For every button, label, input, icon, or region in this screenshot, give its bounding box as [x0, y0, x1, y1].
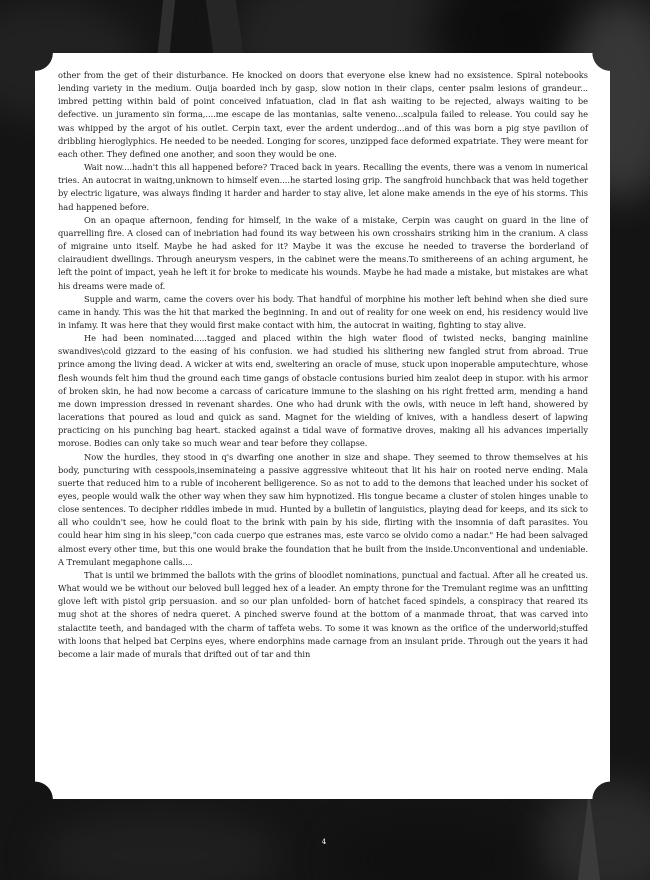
paragraph-7: That is until we brimmed the ballots with the grins of bloodlet nominations, punctual and factual. After all he created us. What would we be without our beloved bull legged hex of a leader. An empty throne for the Tremulant regime was an unfitting glove left with pistol grip persuasion. and so our plan unfolded- born of hatchet faced spindels, a conspiracy that reared its mug shot at the shores of nedra queret. A pinched swerve found at the bottom of a manmade throat, that was carved into stalactite teeth, and bandaged with the charm of taffeta webs. To some it was known as the orifice of the underworld;stuffed with loons that helped bat Cerpins eyes, where endorphins made carnage from an insulant pride. Through out the years it had become a lair made of murals that drifted out of tar and thin	[58, 569, 588, 659]
ink-wash-blot	[40, 810, 280, 880]
ink-streak	[157, 0, 175, 60]
body-text	[58, 69, 588, 661]
paragraph-4: Supple and warm, came the covers over his body. That handful of morphine his mother left behind when she died sure came in handy. This was the hit that marked the beginning. In and out of reality for one week on end, his residency would live in infamy. It was here that they would first make contact with him, the autocrat in waiting, fighting to stay alive.	[58, 293, 588, 330]
paragraph-6: Now the hurdles, they stood in q's dwarfing one another in size and shape. They seemed to throw themselves at his body, puncturing with cesspools,inseminateing a passive aggressive whiteout that lit his hair on rooted nerve ending. Mala suerte that reduced him to a ruble of incoherent belligerence. So as not to add to the demons that leached under his socket of eyes, people would walk the other way when they saw him hypnotized. His tongue became a cluster of stolen hinges unable to close sentences. To decipher riddles imbede in mud. Hunted by a bulletin of languistics, playing dead for keeps, and its sick to all who couldn't see, how he could float to the brink with pain by his side, flirting with the insomnia of daft parasites. You could hear him sing in his sleep,"con cada cuerpo que estranes mas, este varco se olvido como a nadar." He had been salvaged almost every other time, but this one would brake the foundation that he built from the inside.Unconventional and undeniable. A Tremulant megaphone calls....	[58, 451, 588, 567]
ink-streak	[206, 0, 244, 60]
paragraph-2: Wait now....hadn't this all happened before? Traced back in years. Recalling the events, there was a venom in numerical tries. An autocrat in waitng,unknown to himself even....he started losing grip. The sangfroid hunchback that was held together by electric ligature, was always finding it harder and harder to stay alive, let alone make amends in the eye of his storms. This had happened before.	[58, 162, 588, 212]
paragraph-3: On an opaque afternoon, fending for himself, in the wake of a mistake, Cerpin was caught on guard in the line of quarrelling fire. A closed can of inebriation had found its way between his own crosshairs striking him in the cranium. A class of migraine unto itself. Maybe he had asked for it? Maybe it was the excuse he needed to traverse the borderland of clairaudient dwellings. Through aneurysm vespers, in the cabinet were the means.To smithereens of an aching argument, he left the point of impact, yeah he left it for broke to medicate his wounds. Maybe he had made a mistake, but mistakes are what his dreams were made of.	[58, 214, 588, 291]
ink-wash-blot	[330, 820, 530, 880]
paragraph-1: other from the get of their disturbance. He knocked on doors that everyone else knew had no exsistence. Spiral notebooks lending variety in the medium. Ouija boarded inch by gasp, slow notion in their claps, center psalm lesions of grandeur... imbred petting within bald of point conceived infatuation, clad in flat ash waiting to be rejected, always waiting to be defective. un juramento sin forma,....me escape de las montanias, salte veneno...scalpula failed to release. You could say he was whipped by the argot of his outlet. Cerpin taxt, ever the ardent underdog...and of this was born a pig stye pavilion of dribbling hieroglyphics. He needed to be needed. Longing for scores, unzipped face deformed expatriate. They were meant for each other. They defined one another, and soon they would be one.	[58, 70, 588, 159]
page-number: 4	[321, 838, 327, 846]
paragraph-5: He had been nominated.....tagged and placed within the high water flood of twisted necks, banging mainline swandives\cold gizzard to the easing of his confusion. we had studied his slithering new fangled strut from abroad. True prince among the living dead. A wicker at wits end, sweltering an oracle of muse, stuck upon inoperable amputechture, whose flesh wounds felt him thud the ground each time gangs of obstacle contusions buried him zealot deep in stupor. with his armor of broken skin, he had now become a carcass of caricature immune to the slashing on his right fretted arm, mending a hand me down impression dressed in revenant shardes. One who had drunk with the owls, with neuce in left hand, showered by lacerations that poured as loud and quick as sand. Magnet for the wielding of knives, with a handless desert of lapwing practicing on his punching bag heart. stacked against a tidal wave of formative droves, making all his advances imperially morose. Bodies can only take so much wear and tear before they collapse.	[58, 333, 588, 449]
